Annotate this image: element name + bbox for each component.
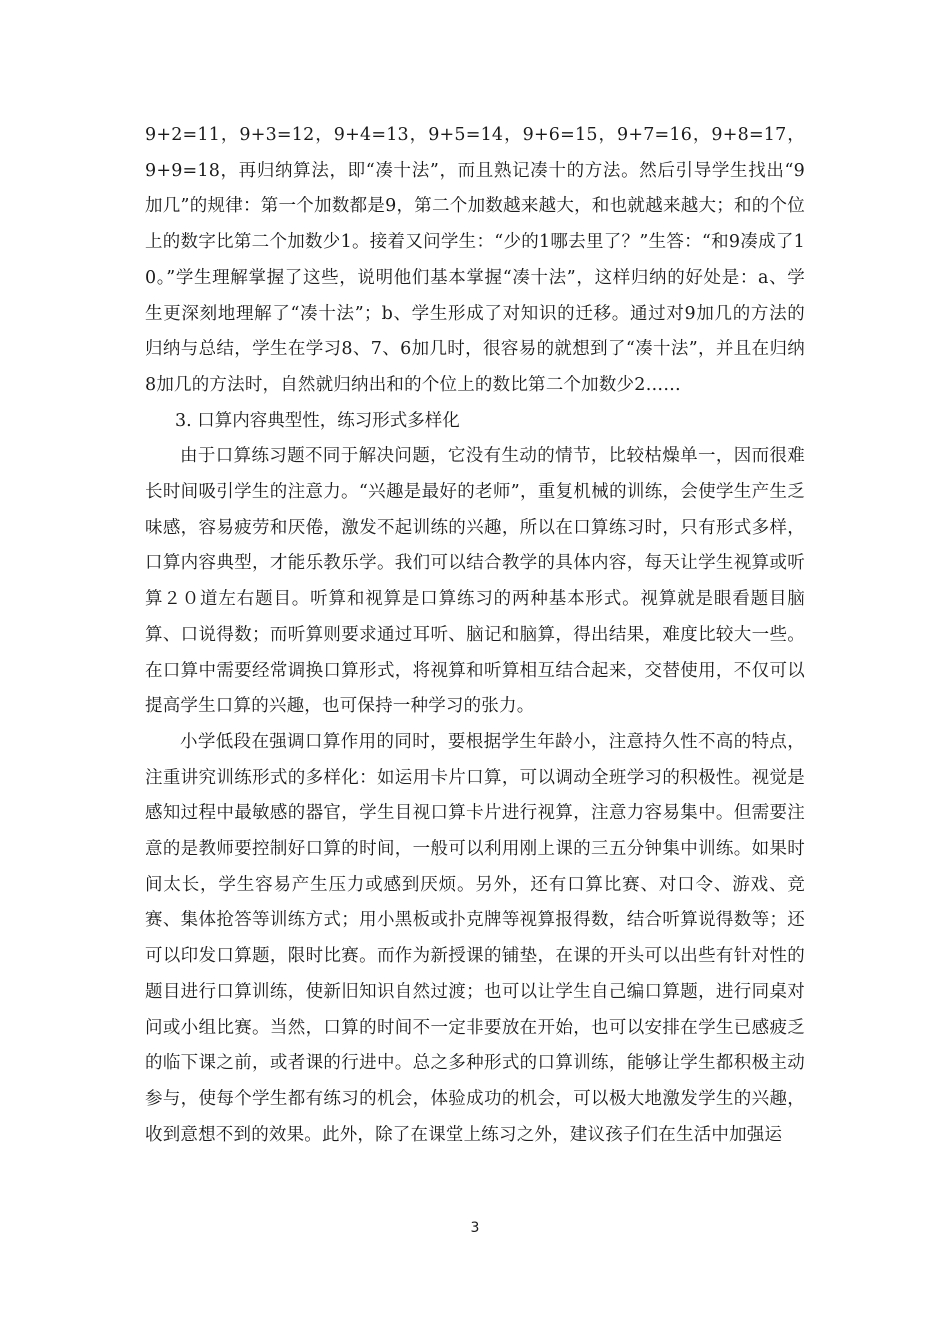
paragraph-continued: 9+2=11，9+3=12，9+4=13，9+5=14，9+6=15，9+7=16，9+8=17，9+9=18，再归纳算法，即“凑十法”，而且熟记凑十的方法。然后引导学生找出“9加几”的规律：第一个加数都是9，第二个加数越来越大，和也就越来越大；和的个位上的数字比第二个加数少1。接着又问学生：“少的1哪去里了？”生答：“和9凑成了10。”学生理解掌握了这些，说明他们基本掌握“凑十法”，这样归纳的好处是：a、学生更深刻地理解了“凑十法”；b、学生形成了对知识的迁移。通过对9加几的方法的归纳与总结，学生在学习8、7、6加几时，很容易的就想到了“凑十法”，并且在归纳8加几的方法时，自然就归纳出和的个位上的数比第二个加数少2…… [145,125,805,395]
section-heading: 3. 口算内容典型性，练习形式多样化 [175,410,460,431]
page-number: 3 [470,1220,480,1236]
page-body [145,118,805,1153]
paragraph: 由于口算练习题不同于解决问题，它没有生动的情节，比较枯燥单一，因而很难长时间吸引学生的注意力。“兴趣是最好的老师”，重复机械的训练，会使学生产生乏味感，容易疲劳和厌倦，激发不起训练的兴趣，所以在口算练习时，只有形式多样，口算内容典型，才能乐教乐学。我们可以结合教学的具体内容，每天让学生视算或听算２０道左右题目。听算和视算是口算练习的两种基本形式。视算就是眼看题目脑算、口说得数；而听算则要求通过耳听、脑记和脑算，得出结果，难度比较大一些。在口算中需要经常调换口算形式，将视算和听算相互结合起来，交替使用，不仅可以提高学生口算的兴趣，也可保持一种学习的张力。 [145,446,805,717]
paragraph: 小学低段在强调口算作用的同时，要根据学生年龄小，注意持久性不高的特点，注重讲究训练形式的多样化：如运用卡片口算，可以调动全班学习的积极性。视觉是感知过程中最敏感的器官，学生目视口算卡片进行视算，注意力容易集中。但需要注意的是教师要控制好口算的时间，一般可以利用刚上课的三五分钟集中训练。如果时间太长，学生容易产生压力或感到厌烦。另外，还有口算比赛、对口令、游戏、竞赛、集体抢答等训练方式；用小黑板或扑克牌等视算报得数，结合听算说得数等；还可以印发口算题，限时比赛。而作为新授课的铺垫，在课的开头可以出些有针对性的题目进行口算训练，使新旧知识自然过渡；也可以让学生自己编口算题，进行同桌对问或小组比赛。当然，口算的时间不一定非要放在开始，也可以安排在学生已感疲乏的临下课之前，或者课的行进中。总之多种形式的口算训练，能够让学生都积极主动参与，使每个学生都有练习的机会，体验成功的机会，可以极大地激发学生的兴趣，收到意想不到的效果。此外，除了在课堂上练习之外，建议孩子们在生活中加强运 [145,731,805,1145]
